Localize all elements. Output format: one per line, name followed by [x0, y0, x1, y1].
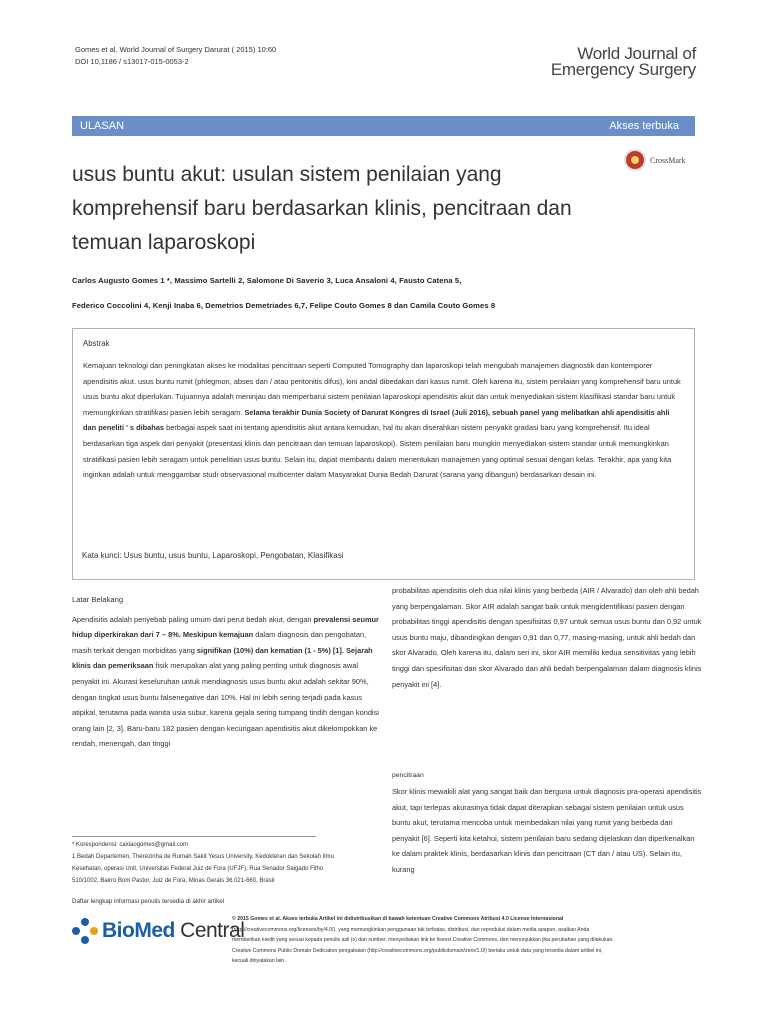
body-column-right-imaging: [392, 784, 702, 878]
author-list: [72, 268, 632, 318]
article-type-banner: [72, 116, 695, 136]
citation-text: Gomes et al. World Journal of Surgery Darurat ( 2015) 10:60: [75, 45, 277, 54]
abstract-box: [72, 328, 695, 580]
author-info-note: Daftar lengkap informasi penulis tersedia di akhir artikel: [72, 898, 225, 905]
abstract-body: [83, 358, 684, 483]
biomed-central-wordmark: [102, 919, 244, 943]
biomed-central-icon: [72, 918, 98, 944]
correspondence-email[interactable]: * Korespondensi: caxiaogomes@gmail.com: [72, 842, 189, 848]
abstract-heading: Abstrak: [83, 339, 110, 348]
doi-text: DOI 10,1186 / s13017-015-0053-2: [75, 57, 189, 66]
license-line: kecuali dinyatakan lain.: [232, 958, 286, 964]
citation-header: [75, 44, 276, 68]
license-line: (http://creativecommons.org/licenses/by/4.0/), yang memungkinkan penggunaan tak terbatas, distribusi, dan reproduksi dalam media apapun, asalkan Anda: [232, 926, 590, 933]
body-paragraph: Skor klinis mewakili alat yang sangat baik dan berguna untuk diagnosis pra-operasi apendisitis akut, tapi terlepas akurasinya tidak dapat diterapkan sebagai sistem penilaian untuk usus buntu akut, terutama mencoba untuk membedakan nilai yang rumit yang berbeda dari penyakit [6]. Seperti kita ketahui, sistem penilaian baru sedang dijelaskan dan diperkenalkan ke dalam praktek klinis, berdasarkan klinis dan pencitraan (CT dan / atau US). Selain itu, kurang: [392, 787, 702, 874]
section-heading-imaging: pencitraan: [392, 772, 424, 779]
body-text-bold: signifikan (10%) dan kematian (1 - 5%) [1]. Sejarah klinis dan pemeriksaan: [72, 645, 373, 671]
publisher-name-suffix: Central: [174, 919, 245, 942]
license-line: © 2015 Gomes et al. Akses terbuka Artikel ini didistribusikan di bawah ketentuan Creative Commons Atribusi 4.0 License Internasional: [232, 916, 564, 922]
body-paragraph: [72, 612, 382, 752]
license-text: [232, 914, 672, 967]
section-heading: Latar Belakang: [72, 595, 124, 604]
body-text: dalam diagnosis dan pengobatan, masih terkait dengan morbiditas yang: [72, 630, 367, 655]
author-line: Carlos Augusto Gomes 1 *, Massimo Sartelli 2, Salomone Di Saverio 3, Luca Ansaloni 4, Fausto Catena 5,: [72, 276, 462, 285]
body-text: Apendisitis adalah penyebab paling umum dari perut bedah akut, dengan: [72, 614, 312, 624]
body-paragraph: probabilitas apendisitis oleh dua nilai klinis yang berbeda (AIR / Alvarado) dan oleh ahli bedah yang berpengalaman. Skor AIR adalah sangat baik untuk mengidentifikasi pasien dengan probabilitas tinggi apendisitis dengan spesifisitas 0,97 untuk semua usus buntu dan 0,92 untuk usus buntu maju, dibandingkan dengan 0,91 dan 0,77, masing-masing, untuk ahli bedah dan skor Alvarado. Oleh karena itu, dalam seri ini, skor AIR memiliki kedua sensitivitas yang lebih tinggi dan spesifisitas dari skor Alvarado dan ahli bedah berpengalaman dalam diagnosis klinis penyakit ini [4].: [392, 586, 702, 689]
keywords: Kata kunci: Usus buntu, usus buntu, Laparoskopi, Pengobatan, Klasifikasi: [82, 551, 344, 560]
footnote-divider: [72, 836, 316, 837]
footnotes: [72, 839, 372, 887]
crossmark-label: CrossMark: [650, 155, 686, 165]
license-line: memberikan kredit yang sesuai kepada penulis asli (s) dan sumber, menyediakan link ke lisensi Creative Commons, dan menunjukkan jika perubahan yang dilakukan.: [232, 937, 614, 943]
body-text: fisik merupakan alat yang paling penting untuk diagnosis awal penyakit ini. Akurasi keseluruhan untuk mendiagnosis usus buntu akut adalah sekitar 90%, dengan tingkat usus buntu falsenegative dari 10%. Hal ini lebih sering terjadi pada kasus atipikal, terutama pada wanita usia subur, karena gejala sering tumpang tindih dengan kondisi orang lain [2, 3]. Baru-baru 182 pasien dengan kecurigaan apendisitis akut dikelompokkan ke rendah, menengah, dan tinggi: [72, 661, 379, 749]
publisher-name: BioMed: [102, 919, 175, 942]
open-access-label: Akses terbuka: [609, 120, 679, 132]
abstract-text: berbagai aspek saat ini tentang apendisitis akut antara kemudian, hal itu akan diserahkan sistem penyakit gradasi baru yang komprehensif. Itu ideal berdasarkan tiga aspek dari penyakit (presentasi klinis dan pencitraan dan temuan laparoskopi). Sistem penilaian baru mungkin menyediakan sistem standar untuk memungkinkan stratifikasi pasien lebih seragam untuk penelitian usus buntu. Selain itu, dapat membantu dalam menentukan manajemen yang optimal sesuai dengan kelas. Terakhir, apa yang kita inginkan adalah untuk menggambar studi observasional multicenter dalam Masyarakat Dunia Bedah Darurat (sarana yang dibangun) berdasarkan desain ini.: [83, 423, 672, 480]
journal-name-line2: Emergency Surgery: [550, 60, 696, 79]
affiliation-text: 1 Bedah Departemen, Therezinha de Rumah Sakit Yesus University, Kedokteran dan Sekolah Ilmu: [72, 854, 334, 860]
body-column-left: [72, 592, 382, 752]
abstract-text: Kemajuan teknologi dan peningkatan akses ke modalitas pencitraan seperti Computed Tomography dan laparoskopi telah mengubah manajemen diagnostik dan kontemporer apendisitis akut. usus buntu rumit (phlegmon, abses dan / atau peritonitis difus), kini andal dibedakan dari kasus rumit. Oleh karena itu, sistem penilaian yang komprehensif baru untuk usus buntu akut diperlukan. Tujuannya adalah meninjau dan memperbarui sistem penilaian laparoskopi apendisitis akut dan untuk menyediakan sistem klasifikasi standar baru untuk memungkinkan stratifikasi pasien lebih seragam.: [83, 361, 681, 417]
affiliation-text: 510/1002, Bairro Bom Pastor, Juiz de Fora, Minas Gerais 36.021-660, Brasil: [72, 878, 275, 884]
author-line: Federico Coccolini 4, Kenji Inaba 6, Demetrios Demetriades 6,7, Felipe Couto Gomes 8 dan Camila Couto Gomes 8: [72, 301, 496, 310]
abstract-text-bold: Selama terakhir Dunia Society of Darurat Kongres di Israel (Juli 2016), sebuah panel yang melibatkan ahli apendisitis ahli dan peneliti ' s dibahas: [83, 407, 670, 433]
journal-name-line1: World Journal of: [577, 44, 696, 63]
journal-logo: [551, 46, 696, 78]
article-type-label: ULASAN: [80, 120, 125, 132]
article-title: usus buntu akut: usulan sistem penilaian yang komprehensif baru berdasarkan klinis, pencitraan dan temuan laparoskopi: [72, 163, 572, 254]
affiliation-text: Kesehatan, operasi Unit, Universitas Federal Juiz de Fora (UFJF), Rua Senador Salgado Filho: [72, 866, 324, 872]
body-column-right: [392, 583, 702, 692]
license-line: Creative Commons Public Domain Dedication pengabaian (http://creativecommons.org/publicdomain/zero/1.0/) berlaku untuk data yang tersedia dalam artikel ini,: [232, 947, 603, 954]
crossmark-badge[interactable]: [624, 149, 686, 171]
crossmark-icon: [624, 149, 646, 171]
body-text-bold: prevalensi seumur hidup diperkirakan dari 7 – 8%. Meskipun kemajuan: [72, 614, 379, 640]
biomed-central-logo: [72, 918, 244, 944]
